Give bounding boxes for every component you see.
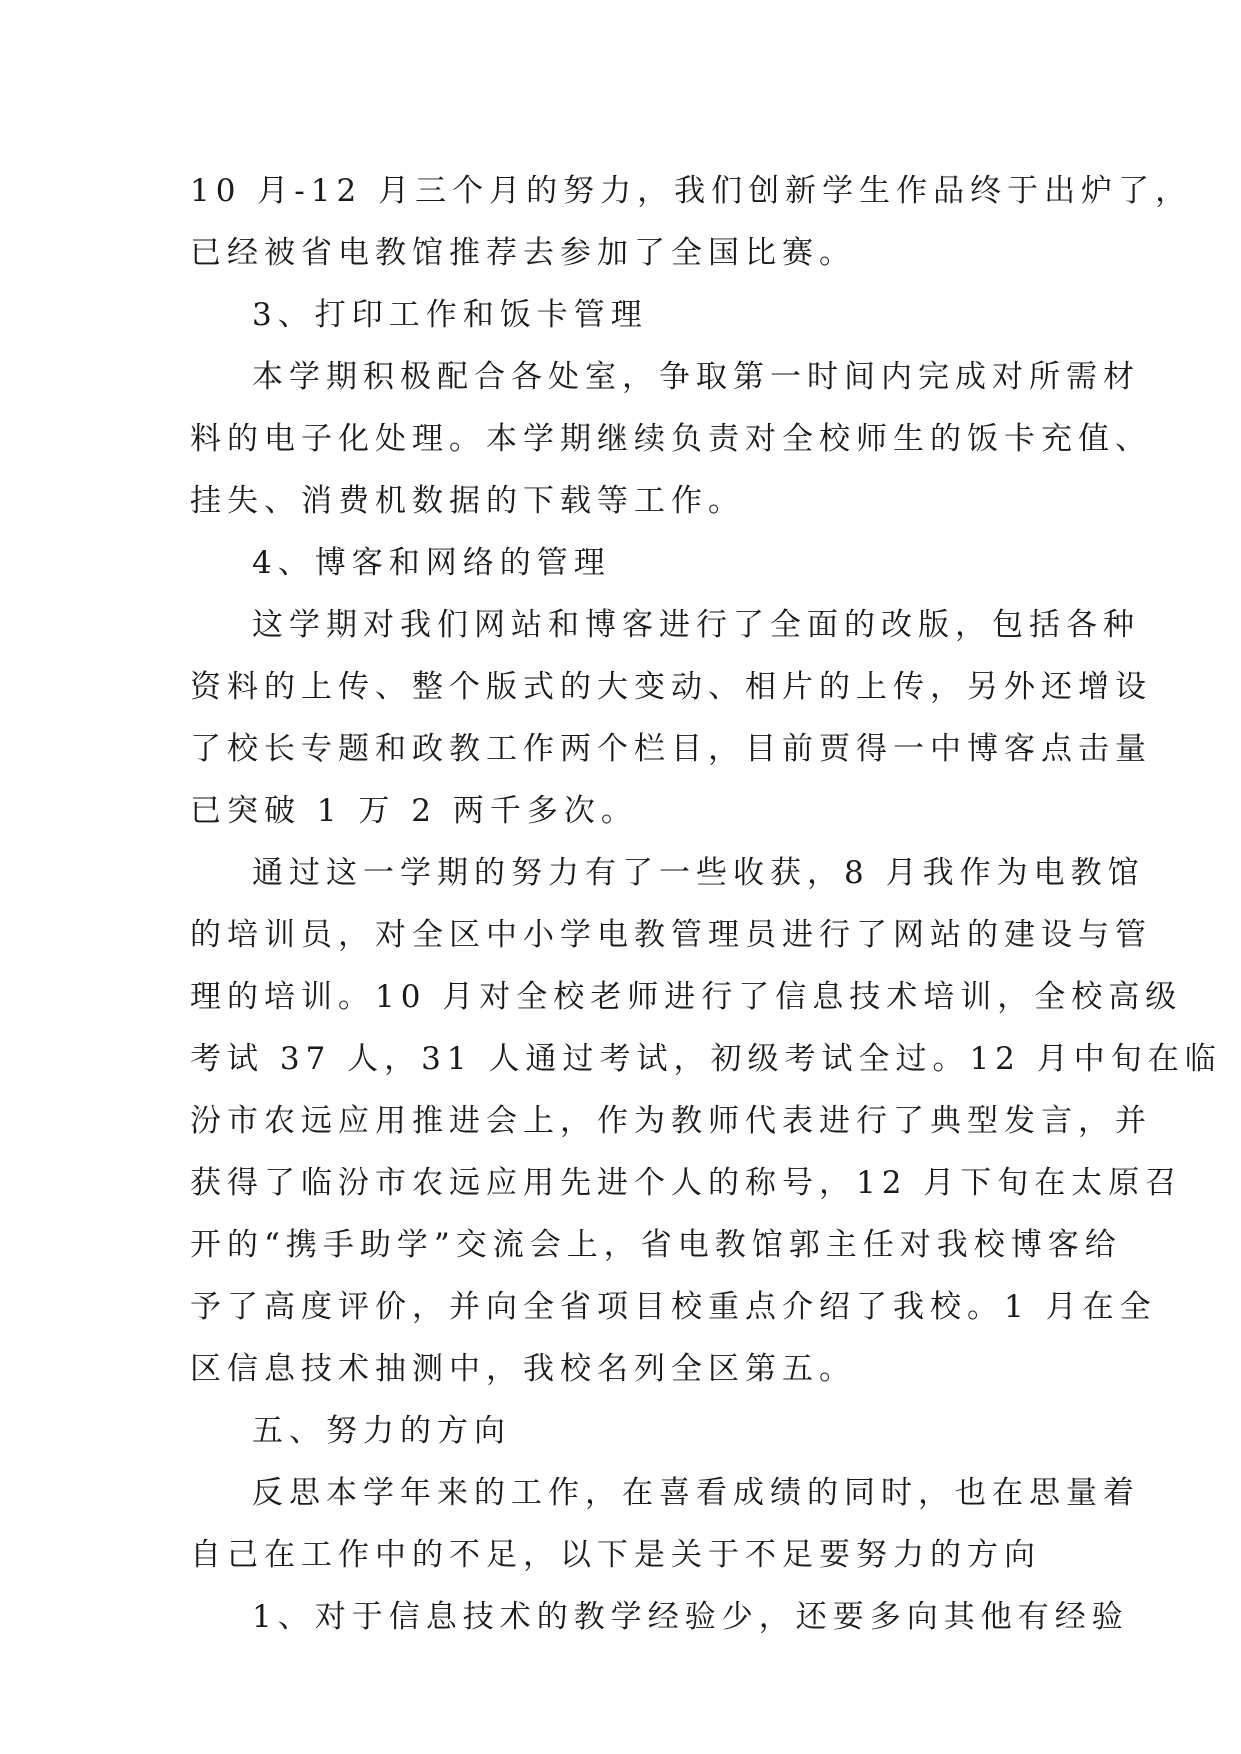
text-line: 的培训员，对全区中小学电教管理员进行了网站的建设与管 (190, 917, 1152, 953)
text-line: 1、对于信息技术的教学经验少，还要多向其他有经验 (252, 1599, 1129, 1635)
text-line: 资料的上传、整个版式的大变动、相片的上传，另外还增设 (190, 669, 1152, 705)
text-line: 通过这一学期的努力有了一些收获，8 月我作为电教馆 (252, 855, 1145, 891)
text-line: 汾市农远应用推进会上，作为教师代表进行了典型发言，并 (190, 1103, 1152, 1139)
text-line: 考试 37 人，31 人通过考试，初级考试全过。12 月中旬在临 (190, 1041, 1222, 1077)
text-line: 挂失、消费机数据的下载等工作。 (190, 483, 745, 519)
text-line: 予了高度评价，并向全省项目校重点介绍了我校。1 月在全 (190, 1289, 1157, 1325)
text-line: 了校长专题和政教工作两个栏目，目前贾得一中博客点击量 (190, 731, 1152, 767)
text-line: 10 月-12 月三个月的努力，我们创新学生作品终于出炉了， (190, 173, 1193, 209)
text-line: 区信息技术抽测中，我校名列全区第五。 (190, 1351, 856, 1387)
text-line: 获得了临汾市农远应用先进个人的称号，12 月下旬在太原召 (190, 1165, 1183, 1201)
text-line: 这学期对我们网站和博客进行了全面的改版，包括各种 (252, 607, 1140, 643)
document-body (190, 160, 1222, 1648)
text-line: 本学期积极配合各处室，争取第一时间内完成对所需材 (252, 359, 1140, 395)
section-heading: 4、博客和网络的管理 (252, 545, 611, 581)
text-line: 开的“携手助学”交流会上，省电教馆郭主任对我校博客给 (190, 1227, 1122, 1263)
text-line: 料的电子化处理。本学期继续负责对全校师生的饭卡充值、 (190, 421, 1152, 457)
text-line: 自己在工作中的不足，以下是关于不足要努力的方向 (190, 1537, 1041, 1573)
text-line: 反思本学年来的工作，在喜看成绩的同时，也在思量着 (252, 1475, 1140, 1511)
section-heading: 五、努力的方向 (252, 1413, 511, 1449)
text-line: 已突破 1 万 2 两千多次。 (190, 793, 638, 829)
section-heading: 3、打印工作和饭卡管理 (252, 297, 648, 333)
text-line: 理的培训。10 月对全校老师进行了信息技术培训，全校高级 (190, 979, 1183, 1015)
text-line: 已经被省电教馆推荐去参加了全国比赛。 (190, 235, 856, 271)
